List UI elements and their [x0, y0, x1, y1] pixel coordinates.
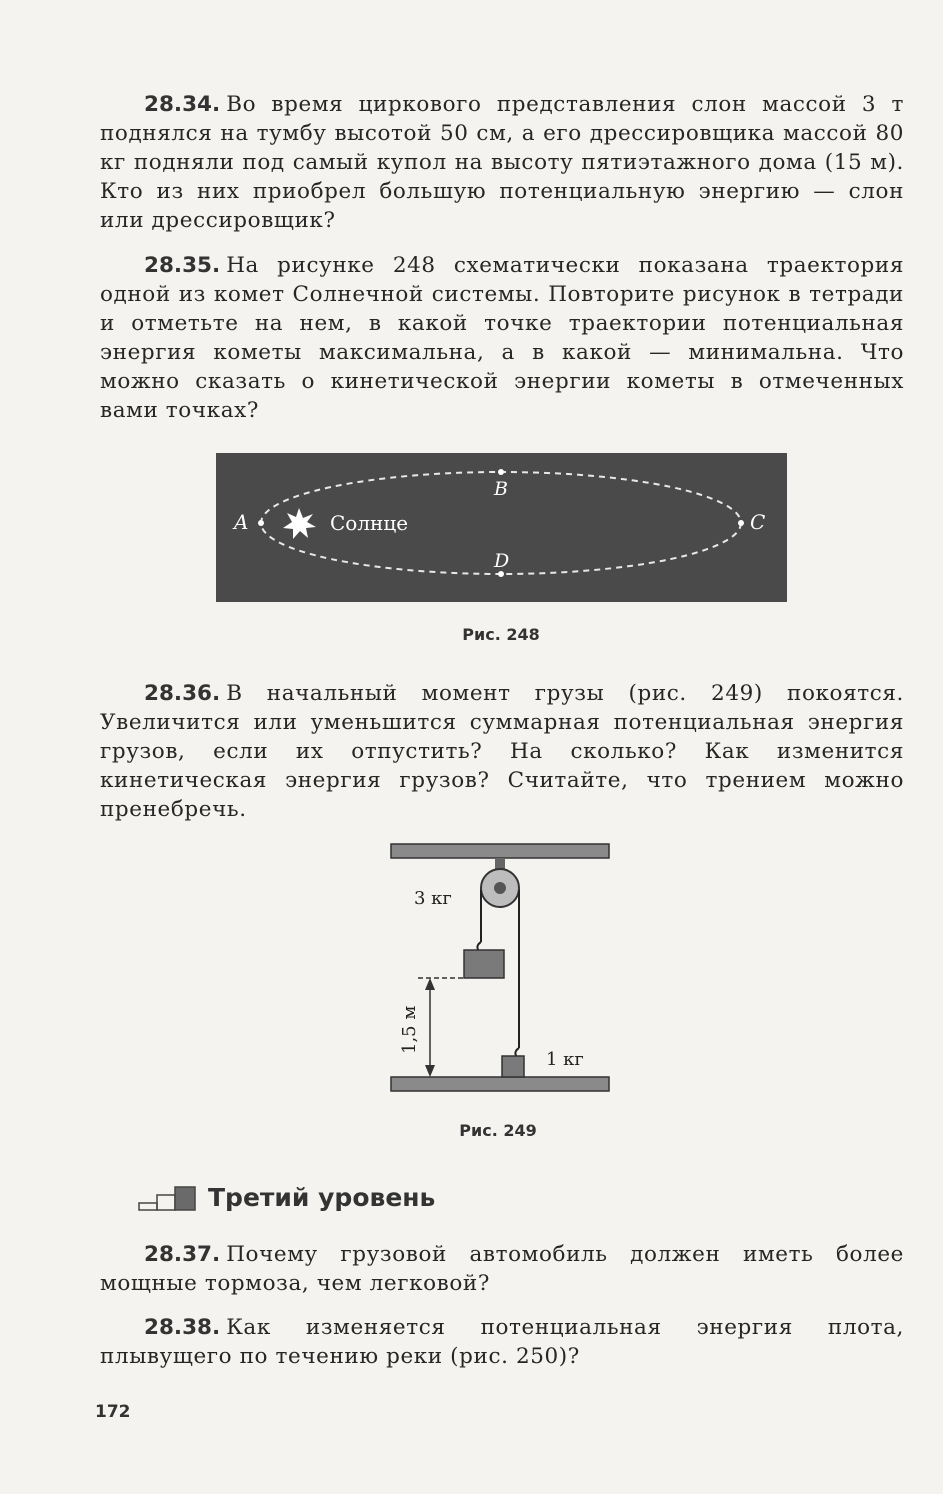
point-a-label: A [234, 510, 249, 534]
point-c-marker [738, 520, 744, 526]
problem-28-37 [100, 1240, 904, 1298]
ceiling-beam [391, 844, 609, 858]
problem-text: Как изменяется потенциальная энергия плота, плывущего по течению реки (рис. 250)? [100, 1315, 904, 1369]
page-number: 172 [95, 1402, 131, 1422]
problem-28-35 [100, 251, 904, 425]
problem-number: 28.36. [144, 681, 221, 706]
problem-number: 28.34. [144, 92, 221, 117]
weight-3kg [464, 950, 504, 978]
sun-label: Солнце [330, 511, 409, 535]
floor-beam [391, 1077, 609, 1091]
level-steps-icon [138, 1185, 196, 1211]
arrow-head-bottom [425, 1065, 435, 1077]
mass-bottom-label: 1 кг [546, 1049, 584, 1070]
weight-1kg [502, 1056, 524, 1077]
problem-text: Почему грузовой автомобиль должен иметь более мощные тормоза, чем легковой? [100, 1242, 904, 1296]
problem-28-34 [100, 90, 904, 235]
figure-249-caption: Рис. 249 [459, 1121, 537, 1140]
figure-248-comet-orbit [216, 453, 787, 602]
arrow-head-top [425, 978, 435, 990]
point-b-label: B [494, 478, 508, 500]
problem-text: Во время циркового представления слон массой 3 т поднялся на тумбу высотой 50 см, а его дрессировщика массой 80 кг подняли под самый купол на высоту пятиэтажного дома (15 м). Кто из них приобрел большую потенциальную энергию — слон или дрессировщик? [100, 92, 904, 233]
point-b-marker [498, 469, 504, 475]
problem-28-38 [100, 1313, 904, 1371]
section-heading [138, 1183, 435, 1212]
problem-28-36 [100, 679, 904, 824]
figure-248-caption: Рис. 248 [462, 625, 540, 644]
point-a-marker [258, 520, 264, 526]
point-c-label: C [750, 510, 766, 534]
problem-text: В начальный момент грузы (рис. 249) покоятся. Увеличится или уменьшится суммарная потенциальная энергия грузов, если их отпустить? На сколько? Как изменится кинетическая энергия грузов? Считайте, что трением можно пренебречь. [100, 681, 904, 822]
mass-top-label: 3 кг [414, 888, 452, 909]
pulley-axle [494, 882, 506, 894]
figure-249-pulley [388, 838, 612, 1100]
problem-number: 28.38. [144, 1315, 221, 1340]
problem-text: На рисунке 248 схематически показана траектория одной из комет Солнечной системы. Повторите рисунок в тетради и отметьте на нем, в какой точке траектории потенциальная энергия кометы максимальна, а в какой — минимальна. Что можно сказать о кинетической энергии кометы в отмеченных вами точках? [100, 253, 904, 423]
problem-number: 28.35. [144, 253, 221, 278]
point-d-label: D [494, 550, 510, 572]
height-label: 1,5 м [399, 1005, 420, 1054]
problem-number: 28.37. [144, 1242, 221, 1267]
section-heading-text: Третий уровень [208, 1183, 436, 1212]
